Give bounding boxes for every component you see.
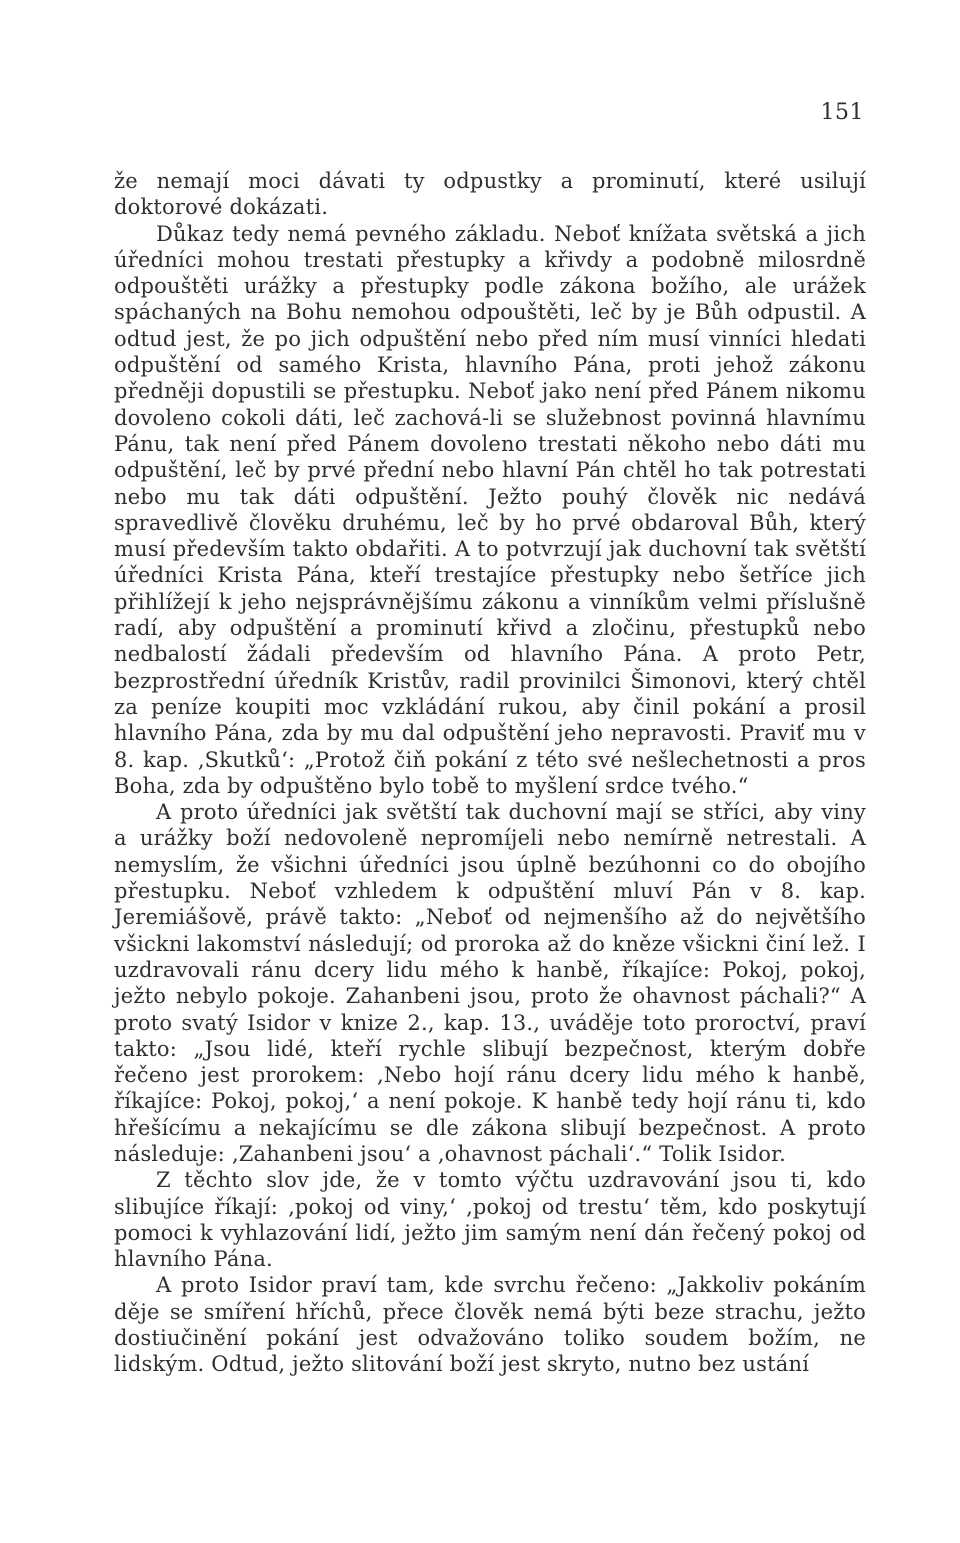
paragraph-continuation: že nemají moci dávati ty odpustky a prominutí, které usilují doktorové dokázati. (114, 169, 866, 220)
paragraph: Důkaz tedy nemá pevného základu. Neboť knížata světská a jich úředníci mohou trestati přestupky a křivdy a podobně milosrdně odpouštěti urážky a přestupky podle zákona božího, ale urážek spáchaných na Bohu nemohou odpouštěti, leč by je Bůh odpustil. A odtud jest, že po jich odpuštění nebo před ním musí vinníci hledati odpuštění od samého Krista, hlavního Pána, proti jehož zákonu předněji dopustili se přestupku. Neboť jako není před Pánem nikomu dovoleno cokoli dáti, leč zachová-li se služebnost povinná hlavnímu Pánu, tak není před Pánem dovoleno trestati někoho nebo dáti mu odpuštění, leč by prvé přední nebo hlavní Pán chtěl ho tak potrestati nebo mu tak dáti odpuštění. Ježto pouhý člověk nic nedává spravedlivě člověku druhému, leč by ho prvé obdaroval Bůh, který musí především takto obdařiti. A to potvrzují jak duchovní tak světští úředníci Krista Pána, kteří trestajíce přestupky nebo šetříce jich přihlížejí k jeho nejsprávnějšímu zákonu a vinníkům velmi příslušně radí, aby odpuštění a prominutí křivd a zločinu, přestupků nebo nedbalostí žádali především od hlavního Pána. A proto Petr, bezprostřední úředník Kristův, radil provinilci Šimonovi, který chtěl za peníze koupiti moc vzkládání rukou, aby činil pokání a prosil hlavního Pána, zda by mu dal odpuštění jeho nepravosti. Praviť mu v 8. kap. ‚Skutků‘: „Protož čiň pokání z této své nešlechetnosti a pros Boha, zda by odpuštěno bylo tobě to myšlení srdce tvého.“ (114, 221, 866, 798)
paragraph: Z těchto slov jde, že v tomto výčtu uzdravování jsou ti, kdo slibujíce říkají: ‚pokoj od viny,‘ ‚pokoj od trestu‘ těm, kdo poskytují pomoci k vyhlazování lidí, ježto jim samým není dán řečený pokoj od hlavního Pána. (114, 1168, 866, 1272)
page-number: 151 (820, 100, 864, 125)
paragraph: A proto Isidor praví tam, kde svrchu řečeno: „Jakkoliv pokáním děje se smíření hříchů, přece člověk nemá býti beze strachu, ježto dostiučinění pokání jest odvažováno toliko soudem božím, ne lidským. Odtud, ježto slitování boží jest skryto, nutno bez ustání (114, 1273, 866, 1377)
paragraph: A proto úředníci jak světští tak duchovní mají se stříci, aby viny a urážky boží nedovoleně nepromíjeli nebo nemírně netrestali. A nemyslím, že všichni úředníci jsou úplně bezúhonni co do obojího přestupku. Neboť vzhledem k odpuštění mluví Pán v 8. kap. Jeremiášově, právě takto: „Neboť od nejmenšího až do největšího všickni lakomství následují; od proroka až do kněze všickni činí lež. I uzdravovali ránu dcery lidu mého k hanbě, říkajíce: Pokoj, pokoj, ježto nebylo pokoje. Zahanbeni jsou, proto že ohavnost páchali?“ A proto svatý Isidor v knize 2., kap. 13., uváděje toto proroctví, praví takto: „Jsou lidé, kteří rychle slibují bezpečnost, kterým dobře řečeno jest prorokem: ‚Nebo hojí ránu dcery lidu mého k hanbě, říkajíce: Pokoj, pokoj,‘ a není pokoje. K hanbě tedy hojí ránu ti, kdo hřešícímu a nekajícímu se dle zákona slibují bezpečnost. A proto následuje: ‚Zahanbeni jsou‘ a ‚ohavnost páchali‘.“ Tolik Isidor. (114, 800, 866, 1166)
body-text (114, 168, 866, 1378)
